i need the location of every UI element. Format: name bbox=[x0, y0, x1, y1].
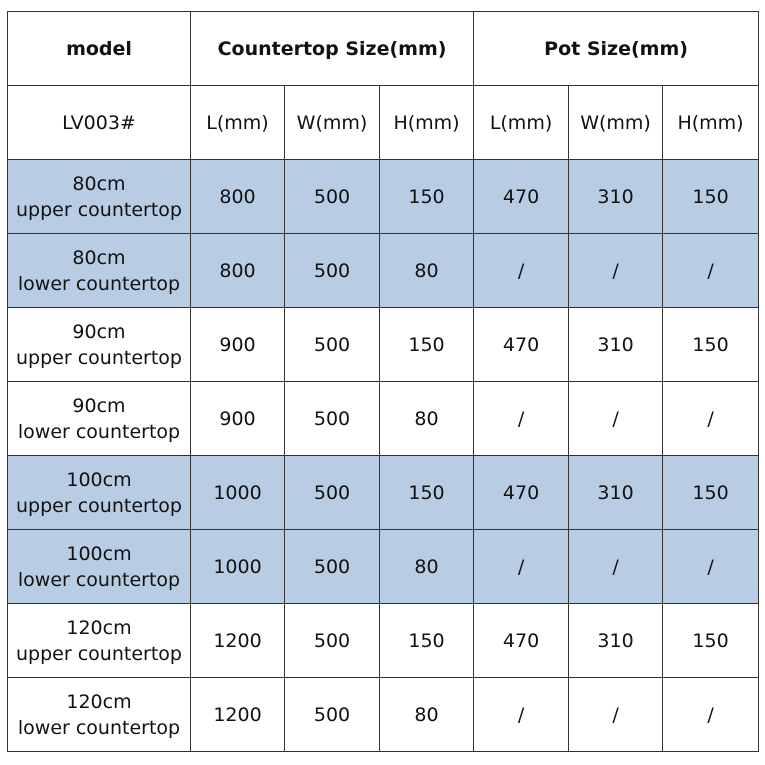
countertop-length-cell: 800 bbox=[191, 234, 285, 308]
model-cell bbox=[8, 678, 191, 752]
pot-height-cell: / bbox=[663, 382, 759, 456]
countertop-height-cell: 150 bbox=[380, 308, 474, 382]
countertop-length-cell: 900 bbox=[191, 382, 285, 456]
table-row bbox=[8, 604, 759, 678]
countertop-height-cell: 80 bbox=[380, 530, 474, 604]
spec-table bbox=[7, 11, 759, 752]
countertop-width-cell: 500 bbox=[285, 456, 380, 530]
model-cell bbox=[8, 234, 191, 308]
pot-length-cell: 470 bbox=[474, 604, 569, 678]
model-size: 80cm bbox=[72, 246, 126, 269]
table-row bbox=[8, 160, 759, 234]
subheader-row bbox=[8, 86, 759, 160]
pot-height-cell: 150 bbox=[663, 604, 759, 678]
model-type: lower countertop bbox=[17, 716, 181, 739]
countertop-width-cell: 500 bbox=[285, 382, 380, 456]
pot-width-header: W(mm) bbox=[569, 86, 663, 160]
countertop-height-cell: 80 bbox=[380, 382, 474, 456]
model-type: lower countertop bbox=[17, 272, 181, 295]
header-countertop-size: Countertop Size(mm) bbox=[191, 12, 474, 86]
pot-length-cell: 470 bbox=[474, 456, 569, 530]
pot-height-cell: / bbox=[663, 678, 759, 752]
model-type: lower countertop bbox=[17, 420, 181, 443]
countertop-width-cell: 500 bbox=[285, 308, 380, 382]
pot-length-header: L(mm) bbox=[474, 86, 569, 160]
countertop-width-header: W(mm) bbox=[285, 86, 380, 160]
pot-length-cell: / bbox=[474, 382, 569, 456]
pot-length-cell: / bbox=[474, 530, 569, 604]
model-cell bbox=[8, 160, 191, 234]
countertop-length-cell: 1000 bbox=[191, 456, 285, 530]
table-row bbox=[8, 456, 759, 530]
model-size: 90cm bbox=[72, 394, 126, 417]
model-type: lower countertop bbox=[17, 568, 181, 591]
pot-width-cell: 310 bbox=[569, 604, 663, 678]
countertop-width-cell: 500 bbox=[285, 234, 380, 308]
table-row bbox=[8, 678, 759, 752]
pot-height-header: H(mm) bbox=[663, 86, 759, 160]
table-row bbox=[8, 234, 759, 308]
pot-width-cell: / bbox=[569, 530, 663, 604]
pot-width-cell: 310 bbox=[569, 160, 663, 234]
pot-width-cell: 310 bbox=[569, 308, 663, 382]
model-size: 120cm bbox=[66, 616, 132, 639]
pot-height-cell: 150 bbox=[663, 456, 759, 530]
countertop-width-cell: 500 bbox=[285, 160, 380, 234]
pot-width-cell: / bbox=[569, 382, 663, 456]
model-code: LV003# bbox=[8, 86, 191, 160]
countertop-length-cell: 900 bbox=[191, 308, 285, 382]
pot-width-cell: / bbox=[569, 678, 663, 752]
pot-length-cell: 470 bbox=[474, 160, 569, 234]
pot-length-cell: / bbox=[474, 678, 569, 752]
model-cell bbox=[8, 382, 191, 456]
pot-height-cell: / bbox=[663, 234, 759, 308]
table-row bbox=[8, 530, 759, 604]
countertop-height-header: H(mm) bbox=[380, 86, 474, 160]
countertop-height-cell: 150 bbox=[380, 604, 474, 678]
pot-length-cell: / bbox=[474, 234, 569, 308]
countertop-height-cell: 150 bbox=[380, 160, 474, 234]
countertop-length-header: L(mm) bbox=[191, 86, 285, 160]
header-pot-size: Pot Size(mm) bbox=[474, 12, 759, 86]
pot-height-cell: / bbox=[663, 530, 759, 604]
countertop-width-cell: 500 bbox=[285, 604, 380, 678]
header-row bbox=[8, 12, 759, 86]
table-row bbox=[8, 308, 759, 382]
model-size: 100cm bbox=[66, 468, 132, 491]
model-size: 90cm bbox=[72, 320, 126, 343]
model-cell bbox=[8, 456, 191, 530]
model-type: upper countertop bbox=[16, 642, 182, 665]
model-size: 80cm bbox=[72, 172, 126, 195]
pot-height-cell: 150 bbox=[663, 308, 759, 382]
countertop-length-cell: 800 bbox=[191, 160, 285, 234]
model-cell bbox=[8, 308, 191, 382]
header-model: model bbox=[8, 12, 191, 86]
countertop-length-cell: 1000 bbox=[191, 530, 285, 604]
countertop-length-cell: 1200 bbox=[191, 678, 285, 752]
pot-width-cell: / bbox=[569, 234, 663, 308]
model-size: 100cm bbox=[66, 542, 132, 565]
pot-height-cell: 150 bbox=[663, 160, 759, 234]
countertop-height-cell: 80 bbox=[380, 234, 474, 308]
countertop-width-cell: 500 bbox=[285, 530, 380, 604]
pot-width-cell: 310 bbox=[569, 456, 663, 530]
model-type: upper countertop bbox=[16, 494, 182, 517]
model-type: upper countertop bbox=[16, 346, 182, 369]
model-type: upper countertop bbox=[16, 198, 182, 221]
countertop-height-cell: 150 bbox=[380, 456, 474, 530]
countertop-width-cell: 500 bbox=[285, 678, 380, 752]
countertop-height-cell: 80 bbox=[380, 678, 474, 752]
countertop-length-cell: 1200 bbox=[191, 604, 285, 678]
model-cell bbox=[8, 530, 191, 604]
model-cell bbox=[8, 604, 191, 678]
table-row bbox=[8, 382, 759, 456]
pot-length-cell: 470 bbox=[474, 308, 569, 382]
model-size: 120cm bbox=[66, 690, 132, 713]
